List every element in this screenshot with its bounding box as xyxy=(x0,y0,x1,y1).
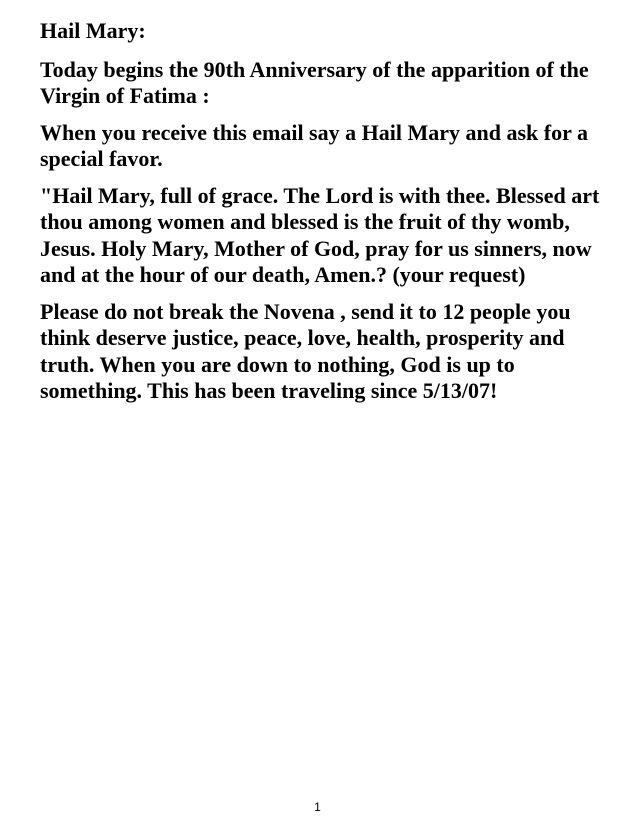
paragraph-anniversary: Today begins the 90th Anniversary of the apparition of the Virgin of Fatima : xyxy=(40,56,589,108)
paragraph-novena: Please do not break the Novena , send it to 12 people you think deserve justice, peace, love, health, prosperity and truth. When you are down to nothing, God is up to something. This has been traveling since 5/13/07! xyxy=(40,298,571,403)
page-number: 1 xyxy=(314,800,321,814)
document-body xyxy=(40,18,600,415)
paragraph-instruction: When you receive this email say a Hail Mary and ask for a special favor. xyxy=(40,119,588,171)
paragraph-prayer: "Hail Mary, full of grace. The Lord is with thee. Blessed art thou among women and blessed is the fruit of thy womb, Jesus. Holy Mary, Mother of God, pray for us sinners, now and at the hour of our death, Amen.? (your request) xyxy=(40,182,600,287)
document-title: Hail Mary: xyxy=(40,18,146,43)
